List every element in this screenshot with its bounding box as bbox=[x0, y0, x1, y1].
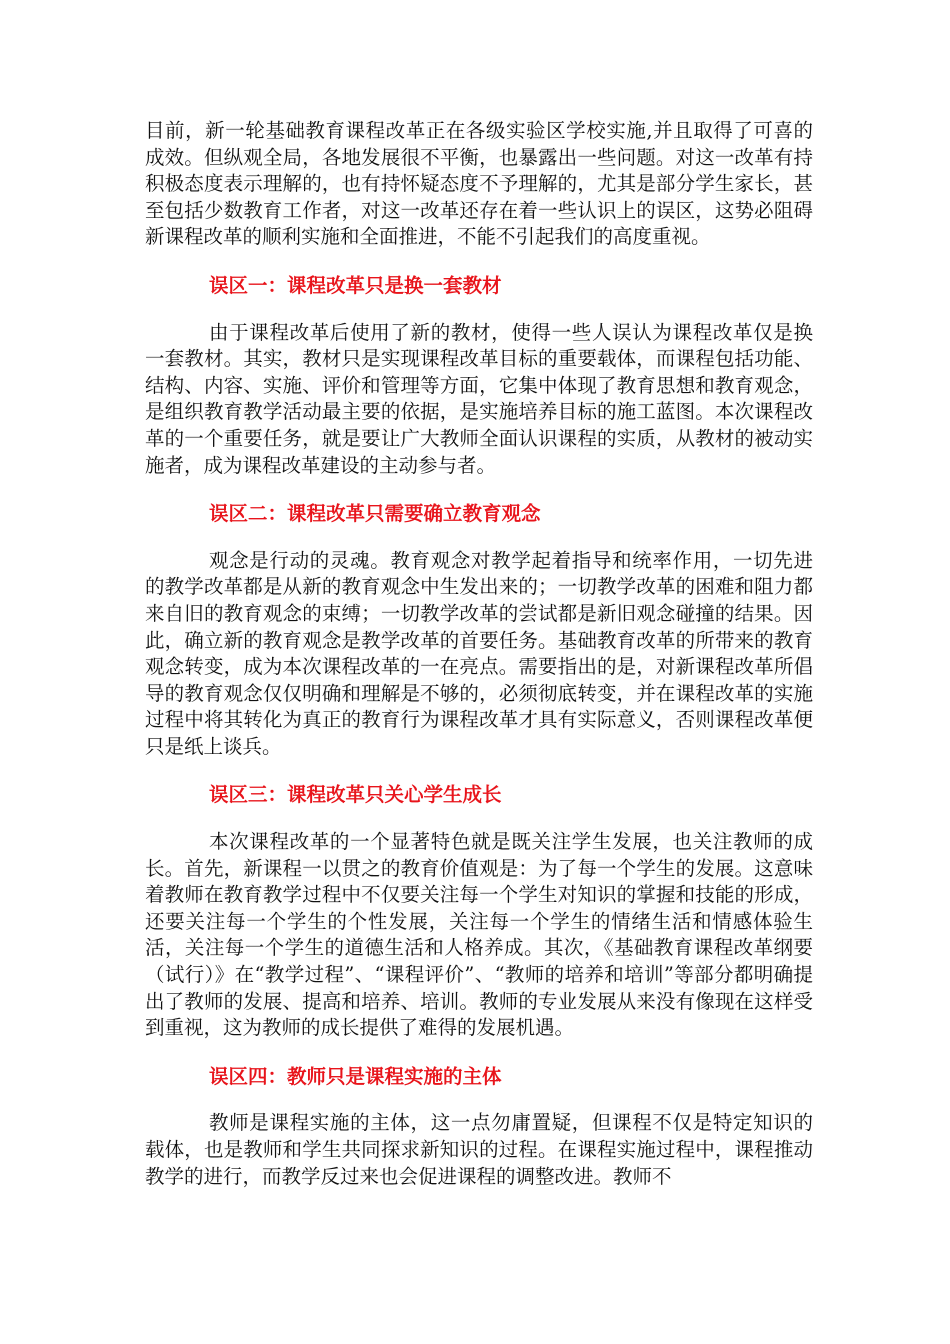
section-2-body: 观念是行动的灵魂。教育观念对教学起着指导和统率作用，一切先进的教学改革都是从新的教育观念中生发出来的；一切教学改革的困难和阻力都来自旧的教育观念的束缚；一切教学改革的尝试都是新旧观念碰撞的结果。因此，确立新的教育观念是教学改革的首要任务。基础教育改革的所带来的教育观念转变，成为本次课程改革的一在亮点。需要指出的是，对新课程改革所倡导的教育观念仅仅明确和理解是不够的，必须彻底转变，并在课程改革的实施过程中将其转化为真正的教育行为课程改革才具有实际意义，否则课程改革便只是纸上谈兵。 bbox=[145, 548, 813, 758]
document-page bbox=[145, 118, 813, 1190]
section-2-heading: 误区二：课程改革只需要确立教育观念 bbox=[209, 502, 541, 526]
section-3-heading: 误区三：课程改革只关心学生成长 bbox=[209, 783, 502, 807]
section-1-body: 由于课程改革后使用了新的教材，使得一些人误认为课程改革仅是换一套教材。其实，教材只是实现课程改革目标的重要载体，而课程包括功能、结构、内容、实施、评价和管理等方面，它集中体现了教育思想和教育观念，是组织教育教学活动最主要的依据，是实施培养目标的施工蓝图。本次课程改革的一个重要任务，就是要让广大教师全面认识课程的实质，从教材的被动实施者，成为课程改革建设的主动参与者。 bbox=[145, 320, 813, 477]
section-4-heading: 误区四：教师只是课程实施的主体 bbox=[209, 1064, 502, 1088]
section-1-heading: 误区一：课程改革只是换一套教材 bbox=[209, 273, 502, 297]
section-3-body: 本次课程改革的一个显著特色就是既关注学生发展，也关注教师的成长。首先，新课程一以贯之的教育价值观是：为了每一个学生的发展。这意味着教师在教育教学过程中不仅要关注每一个学生对知识的掌握和技能的形成，还要关注每一个学生的个性发展，关注每一个学生的情绪生活和情感体验生活，关注每一个学生的道德生活和人格养成。其次，《基础教育课程改革纲要（试行）》在“教学过程”、“课程评价”、“教师的培养和培训”等部分都明确提出了教师的发展、提高和培养、培训。教师的专业发展从来没有像现在这样受到重视，这为教师的成长提供了难得的发展机遇。 bbox=[145, 830, 813, 1040]
section-4-body: 教师是课程实施的主体，这一点勿庸置疑，但课程不仅是特定知识的载体，也是教师和学生共同探求新知识的过程。在课程实施过程中，课程推动教学的进行，而教学反过来也会促进课程的调整改进。教师不 bbox=[145, 1111, 813, 1188]
intro-paragraph: 目前，新一轮基础教育课程改革正在各级实验区学校实施,并且取得了可喜的成效。但纵观全局，各地发展很不平衡，也暴露出一些问题。对这一改革有持积极态度表示理解的，也有持怀疑态度不予理解的，尤其是部分学生家长，甚至包括少数教育工作者，对这一改革还存在着一些认识上的误区，这势必阻碍新课程改革的顺利实施和全面推进，不能不引起我们的高度重视。 bbox=[145, 119, 813, 249]
